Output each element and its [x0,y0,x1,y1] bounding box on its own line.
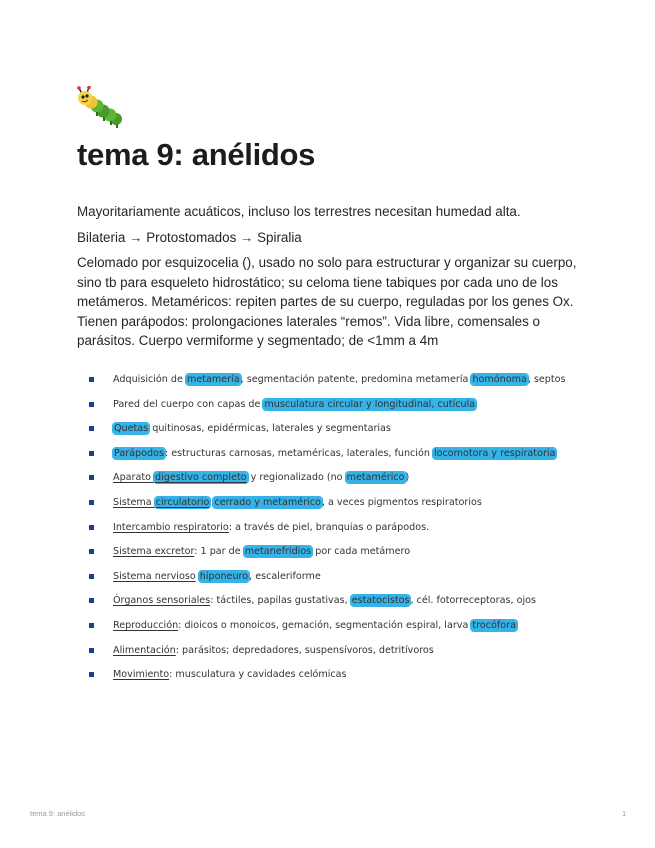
list-item-text: Adquisición de [113,374,186,385]
list-item [86,542,576,567]
footer-doc-title: tema 9: anélidos [30,809,86,818]
highlighted-text: musculatura circular y longitudinal, cutícula [264,398,476,410]
bullet-square-icon [89,451,94,456]
list-item [86,419,576,444]
term-label: Alimentación [113,644,176,656]
highlighted-text: hiponeuro [199,570,249,582]
highlighted-text: Parápodos [114,447,164,459]
bullet-square-icon [89,672,94,677]
bullet-square-icon [89,549,94,554]
term-label: Reproducción [113,619,179,631]
highlighted-text: trocófora [472,619,516,631]
term-label: Sistema excretor [113,546,195,558]
bullet-square-icon [89,426,94,431]
footer-page-number: 1 [622,809,627,818]
bullet-square-icon [89,500,94,505]
term-label: Órganos sensoriales [113,595,211,607]
list-item-text: por cada metámero [312,546,411,558]
list-item [86,616,576,641]
list-item-text: : 1 par de [194,546,244,558]
bullet-square-icon [89,525,94,530]
list-item [86,591,576,616]
highlighted-text: locomotora y respiratoria [433,447,556,459]
list-item [86,641,576,666]
highlighted-text: metamería [186,374,240,385]
page-title: tema 9: anélidos [77,137,316,172]
list-item [86,444,576,469]
list-item [86,493,576,518]
features-list [86,370,576,690]
bullet-square-icon [89,475,94,480]
highlighted-text: estatocistos [351,595,410,607]
list-item-text: quitinosas, epidérmicas, laterales y segmentarias [149,423,391,435]
list-item-text: : táctiles, papilas gustativas, [210,595,351,607]
list-item-text: : dioicos o monoicos, gemación, segmentación espiral, larva [178,619,472,631]
highlighted-text: circulatorio [155,496,210,508]
bullet-square-icon [89,402,94,407]
term-label: Sistema nervioso [113,570,196,582]
intro-paragraph-taxonomy: Bilateria → Protostomados → Spiralia [77,230,302,245]
highlighted-text: digestivo completo [155,472,247,484]
list-item-text: : estructuras carnosas, metaméricas, laterales, función [164,447,433,459]
list-item-text: : musculatura y cavidades celómicas [169,669,347,681]
highlighted-text: Quetas [114,423,149,435]
list-item-text: , segmentación patente, predomina metamería [240,374,472,385]
list-item [86,665,576,690]
bullet-square-icon [89,648,94,653]
highlighted-text: metamérico [346,472,405,484]
list-item-text: y regionalizado (no [247,472,346,484]
list-item-text: : a través de piel, branquias o parápodos. [228,521,430,533]
intro-paragraph-habitat: Mayoritariamente acuáticos, incluso los terrestres necesitan humedad alta. [77,204,521,219]
term-label: Aparato [113,472,155,484]
bullet-square-icon [89,598,94,603]
highlighted-text: cerrado y metamérico [214,496,321,508]
list-item-text: , a veces pigmentos respiratorios [321,496,482,508]
list-item [86,567,576,592]
bullet-square-icon [89,377,94,382]
list-item-text: , septos [527,374,566,385]
list-item [86,468,576,493]
list-item-text: , cél. fotorreceptoras, ojos [410,595,537,607]
list-item [86,395,576,420]
bullet-square-icon [89,623,94,628]
term-label: Movimiento [113,669,170,681]
list-item-text: : parásitos; depredadores, suspensívoros, detritívoros [175,644,434,656]
caterpillar-icon [76,86,124,130]
list-item-text: ) [405,472,410,484]
term-label: Sistema [113,496,155,508]
intro-paragraph-description: Celomado por esquizocelia (), usado no solo para estructurar y organizar su cuerpo, sino tb para esqueleto hidrostático; su celoma tiene tabiques por cada uno de los metámeros. Metaméricos: repiten partes de su cuerpo, reguladas por los genes Ox. Tienen parápodos: prolongaciones laterales “remos”. Vida libre, comensales o parásitos. Cuerpo vermiforme y segmentado; de <1mm a 4m [77,255,577,349]
bullet-square-icon [89,574,94,579]
highlighted-text: metanefridios [244,546,312,558]
highlighted-text: homónoma [472,374,527,385]
list-item-text: , escaleriforme [249,570,321,582]
list-item [86,370,576,395]
list-item-text: Pared del cuerpo con capas de [113,398,264,410]
term-label: Intercambio respiratorio [113,521,229,533]
list-item [86,518,576,543]
